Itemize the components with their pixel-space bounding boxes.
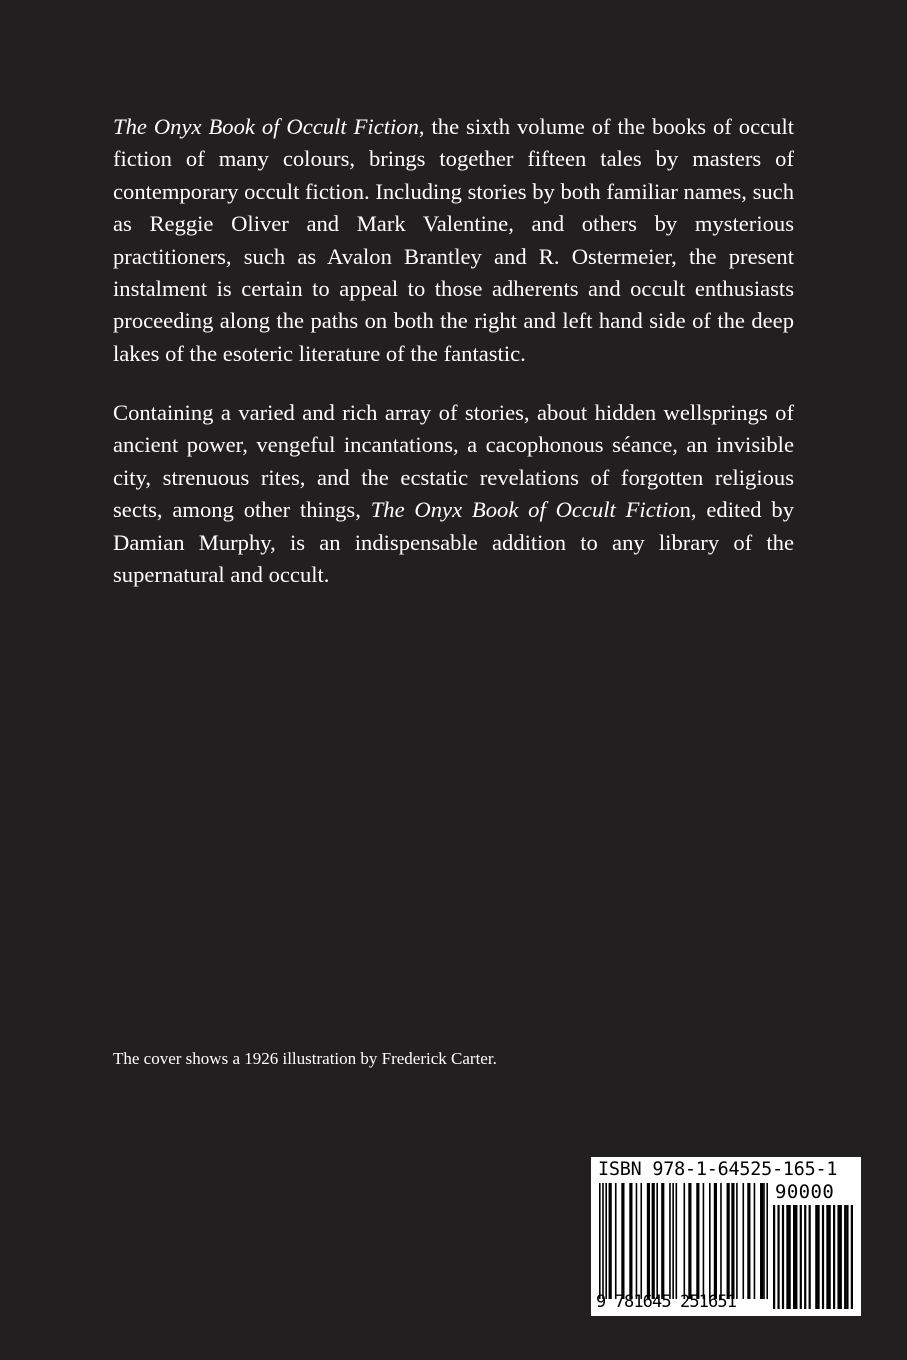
barcode-bar <box>656 1183 658 1299</box>
blurb-paragraph-1-text: , the sixth volume of the books of occult fiction of many colours, brings together fifteen tales by masters of contemporary occult fiction. Including stories by both familiar names, such as Reggie Oliver and Mark Valentine, and others by mysterious practitioners, such as Avalon Brantley and R. Ostermeier, the present instalment is certain to appeal to those adherents and occult enthusiasts proceeding along the paths on both the right and left hand side of the deep lakes of the esoteric literature of the fantastic. <box>113 114 795 366</box>
barcode-bar <box>763 1183 765 1299</box>
price-addon-bars <box>773 1205 853 1309</box>
barcode-bar <box>747 1183 750 1299</box>
barcode-bar <box>599 1183 601 1299</box>
barcode-bar <box>786 1205 790 1309</box>
barcode-bar <box>766 1183 768 1299</box>
barcode-bar <box>754 1183 756 1299</box>
barcode-bar <box>615 1183 617 1299</box>
barcode-bar <box>602 1183 604 1299</box>
barcode-bar <box>851 1205 853 1309</box>
barcode-bar <box>777 1205 779 1309</box>
blurb-paragraph-2-text-start: Containing a varied and rich array of stories, about hidden wellsprings of ancient power, vengeful incantations, a cacophonous séance, an invisible city, strenuous rites, and the ecstatic revelations of forgotten religious sects, among other things, <box>113 400 794 523</box>
barcode-bar <box>782 1205 784 1309</box>
barcode-bar <box>809 1205 811 1309</box>
ean-barcode-bars <box>599 1183 768 1299</box>
book-title-italic: The Onyx Book of Occult Fiction <box>113 114 419 139</box>
barcode-bar <box>833 1205 835 1309</box>
book-title-italic: The Onyx Book of Occult Fictio <box>370 497 680 523</box>
barcode-bar <box>793 1205 797 1309</box>
barcode-bar <box>837 1205 841 1309</box>
barcode-bar <box>731 1183 734 1299</box>
barcode-bar <box>736 1183 738 1299</box>
barcode-bar <box>640 1183 642 1299</box>
barcode-bar <box>629 1183 632 1299</box>
barcode-bar <box>727 1183 730 1299</box>
barcode-bar <box>621 1183 624 1299</box>
ean-digits: 9 781645 251651 <box>596 1292 737 1312</box>
barcode-bar <box>696 1183 699 1299</box>
barcode-bar <box>676 1183 678 1299</box>
barcode-bar <box>605 1183 607 1299</box>
cover-credit: The cover shows a 1926 illustration by Frederick Carter. <box>113 1049 497 1068</box>
barcode-bar <box>826 1205 830 1309</box>
barcode-bar <box>742 1183 744 1299</box>
blurb-paragraph-1 <box>113 111 794 370</box>
blurb-paragraph-2-text-end: n, edited by Damian Murphy, is an indispensable addition to any library of the supernatural and occult. <box>113 497 795 588</box>
price-addon-digits: 90000 <box>775 1181 835 1203</box>
barcode-bar <box>672 1183 674 1299</box>
barcode-bar <box>688 1183 691 1299</box>
isbn-label: ISBN 978-1-64525-165-1 <box>598 1159 838 1180</box>
barcode-bar <box>773 1205 775 1309</box>
barcode-bar <box>800 1205 802 1309</box>
barcode-bar <box>714 1183 717 1299</box>
barcode-bar <box>684 1183 686 1299</box>
barcode-bar <box>609 1183 612 1299</box>
barcode-bar <box>844 1205 846 1309</box>
barcode-bar <box>709 1183 711 1299</box>
isbn-barcode <box>591 1157 861 1316</box>
barcode-bar <box>703 1183 705 1299</box>
barcode-bar <box>846 1205 848 1309</box>
barcode-bar <box>815 1205 819 1309</box>
barcode-bar <box>647 1183 650 1299</box>
blurb-paragraph-2 <box>113 397 794 591</box>
barcode-bar <box>661 1183 664 1299</box>
barcode-bar <box>760 1183 763 1299</box>
barcode-bar <box>822 1205 824 1309</box>
barcode-bar <box>804 1205 806 1309</box>
barcode-bar <box>669 1183 671 1299</box>
barcode-bar <box>636 1183 638 1299</box>
barcode-bar <box>720 1183 722 1299</box>
barcode-bar <box>652 1183 655 1299</box>
